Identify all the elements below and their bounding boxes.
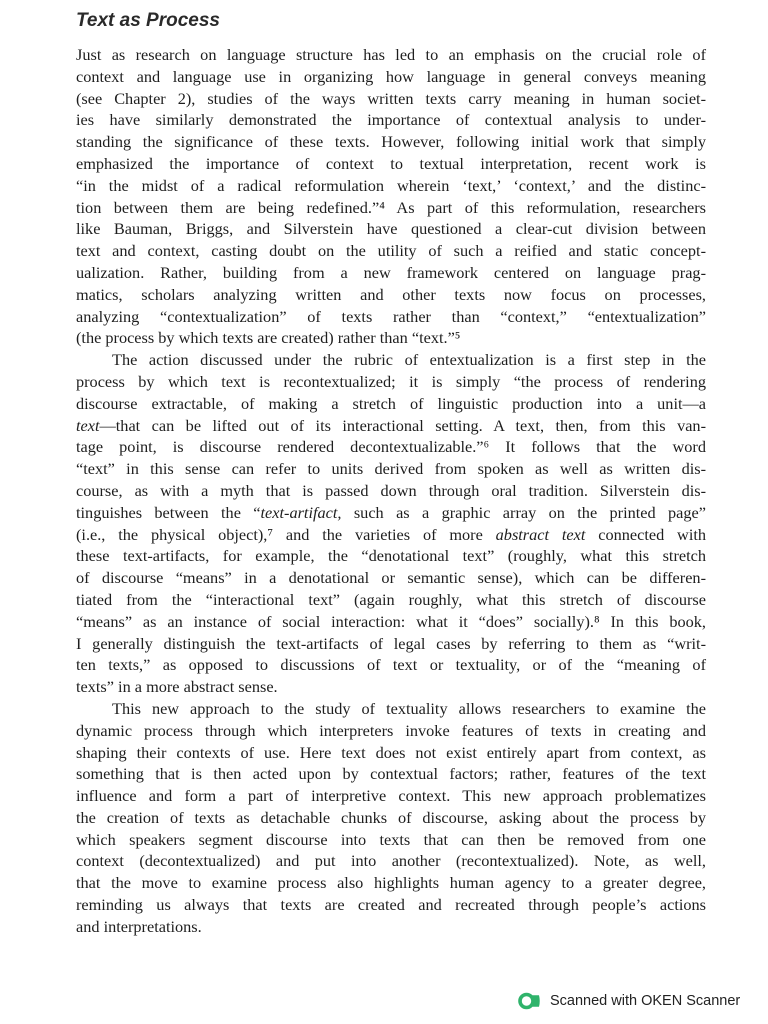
paragraph	[76, 349, 706, 698]
scanner-watermark-text: Scanned with OKEN Scanner	[550, 993, 741, 1009]
text-segment: reminding us always that texts are created and recreated through people’s actions	[76, 895, 706, 915]
text-line	[76, 589, 706, 611]
text-segment: This new approach to the study of textuality allows researchers to examine the	[112, 698, 706, 718]
text-segment: tage point, is discourse rendered decontextualizable.”⁶ It follows that the word	[76, 437, 706, 457]
paragraph	[76, 44, 706, 349]
text-segment: ten texts,” as opposed to discussions of text or textuality, or of the “meaning of	[76, 655, 706, 675]
text-line	[76, 240, 706, 262]
text-line	[76, 480, 706, 502]
text-segment: the creation of texts as detachable chunks of discourse, asking about the process by	[76, 807, 706, 827]
text-line	[76, 502, 706, 524]
text-segment: ualization. Rather, building from a new framework centered on language prag-	[76, 262, 706, 282]
text-segment: emphasized the importance of context to textual interpretation, recent work is	[76, 153, 706, 173]
text-line	[76, 698, 706, 720]
text-segment: discourse extractable, of making a stretch of linguistic production into a unit—a	[76, 393, 706, 413]
text-segment: tion between them are being redefined.”⁴ As part of this reformulation, researchers	[76, 197, 706, 217]
text-line	[76, 66, 706, 88]
text-line	[76, 567, 706, 589]
text-line	[76, 829, 706, 851]
text-segment: The action discussed under the rubric of entextualization is a first step in the	[112, 350, 706, 370]
text-segment: texts” in a more abstract sense.	[76, 677, 278, 697]
text-segment: context (decontextualized) and put into another (recontextualized). Note, as well,	[76, 851, 706, 871]
text-segment: “means” as an instance of social interaction: what it “does” socially).⁸ In this book,	[76, 611, 706, 631]
text-line	[76, 262, 706, 284]
text-segment: dynamic process through which interpreters invoke features of texts in creating and	[76, 720, 706, 740]
text-line	[76, 872, 706, 894]
text-segment: process by which text is recontextualized; it is simply “the process of rendering	[76, 371, 706, 391]
text-segment: I generally distinguish the text-artifacts of legal cases by referring to them as “writ-	[76, 633, 706, 653]
text-line	[76, 807, 706, 829]
text-segment: context and language use in organizing how language in general conveys meaning	[76, 66, 706, 86]
text-line	[76, 742, 706, 764]
text-segment: (see Chapter 2), studies of the ways written texts carry meaning in human societ-	[76, 88, 706, 108]
text-line	[76, 720, 706, 742]
text-line	[76, 131, 706, 153]
oken-scanner-logo-icon	[518, 991, 542, 1011]
text-line	[76, 349, 706, 371]
text-line	[76, 654, 706, 676]
text-line	[76, 284, 706, 306]
text-line	[76, 44, 706, 66]
text-line	[76, 88, 706, 110]
text-segment: (the process by which texts are created) rather than “text.”⁵	[76, 328, 461, 348]
text-segment: which speakers segment discourse into texts that can then be removed from one	[76, 829, 706, 849]
text-line	[76, 415, 706, 437]
text-line	[76, 850, 706, 872]
text-line	[76, 436, 706, 458]
text-line	[76, 894, 706, 916]
text-segment: text and context, casting doubt on the utility of such a reified and static concept-	[76, 241, 706, 261]
text-segment: tinguishes between the “	[76, 502, 261, 522]
text-segment: influence and form a part of interpretive context. This new approach problematizes	[76, 786, 706, 806]
logo-ring	[520, 995, 533, 1008]
text-segment: of discourse “means” in a denotational or semantic sense), which can be differen-	[76, 568, 706, 588]
text-segment: Just as research on language structure has led to an emphasis on the crucial role of	[76, 45, 706, 64]
text-segment: these text-artifacts, for example, the “denotational text” (roughly, what this stretch	[76, 546, 706, 566]
text-line	[76, 197, 706, 219]
text-segment: such as a graphic array on the printed page”	[341, 502, 706, 522]
text-segment: analyzing “contextualization” of texts rather than “context,” “entextualization”	[76, 306, 706, 326]
text-segment: like Bauman, Briggs, and Silverstein have questioned a clear-cut division between	[76, 219, 706, 239]
text-segment: “text” in this sense can refer to units derived from spoken as well as written dis-	[76, 459, 706, 479]
text-segment: something that is then acted upon by contextual factors; rather, features of the text	[76, 764, 706, 784]
logo-wing	[533, 995, 540, 1007]
text-segment: matics, scholars analyzing written and other texts now focus on processes,	[76, 284, 706, 304]
text-line	[76, 393, 706, 415]
paragraph	[76, 698, 706, 938]
text-line	[76, 175, 706, 197]
text-line	[76, 524, 706, 546]
text-segment: tiated from the “interactional text” (again roughly, what this stretch of discourse	[76, 589, 706, 609]
text-line	[76, 633, 706, 655]
body-text	[76, 44, 706, 938]
text-line	[76, 916, 706, 938]
text-segment: that the move to examine process also highlights human agency to a greater degree,	[76, 873, 706, 893]
text-line	[76, 109, 706, 131]
text-line	[76, 306, 706, 328]
text-segment: “in the midst of a radical reformulation wherein ‘text,’ ‘context,’ and the distinc-	[76, 175, 706, 195]
text-line	[76, 785, 706, 807]
text-segment: standing the significance of these texts. However, following initial work that simply	[76, 132, 706, 152]
text-segment: course, as with a myth that is passed down through oral tradition. Silverstein dis-	[76, 480, 706, 500]
italic-segment: text	[76, 415, 100, 435]
section-heading: Text as Process	[76, 10, 220, 31]
text-line	[76, 371, 706, 393]
text-segment: shaping their contexts of use. Here text does not exist entirely apart from context, as	[76, 742, 706, 762]
text-line	[76, 545, 706, 567]
text-line	[76, 218, 706, 240]
scanner-watermark	[518, 991, 740, 1011]
text-line	[76, 763, 706, 785]
text-line	[76, 676, 706, 698]
italic-segment: text-artifact,	[260, 502, 342, 522]
text-line	[76, 153, 706, 175]
text-segment: and interpretations.	[76, 916, 202, 936]
text-line	[76, 611, 706, 633]
italic-segment: abstract text	[495, 524, 586, 544]
text-line	[76, 327, 706, 349]
text-segment: connected with	[585, 524, 707, 544]
text-line	[76, 458, 706, 480]
text-segment: (i.e., the physical object),⁷ and the varieties of more	[76, 524, 496, 544]
text-segment: ies have similarly demonstrated the importance of contextual analysis to under-	[76, 110, 706, 130]
text-segment: —that can be lifted out of its interactional setting. A text, then, from this van-	[99, 415, 706, 435]
